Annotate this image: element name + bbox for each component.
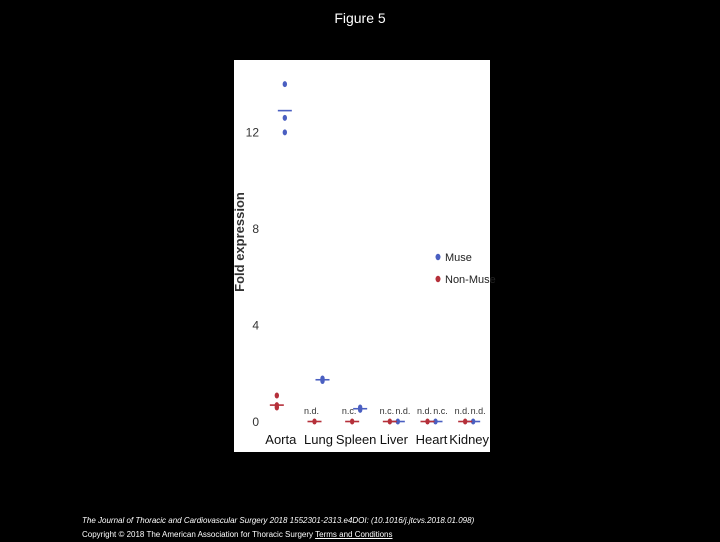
y-tick-label: 4 xyxy=(252,318,259,333)
category-label: Heart xyxy=(415,432,448,447)
y-tick-layer xyxy=(246,125,260,429)
legend xyxy=(436,252,496,286)
annotation-label: n.d. xyxy=(470,406,486,416)
y-axis-label: Fold expression xyxy=(232,192,247,292)
data-point xyxy=(283,81,287,87)
legend-marker xyxy=(436,276,441,282)
y-tick-label: 0 xyxy=(252,415,259,429)
footer-copyright-line xyxy=(82,528,474,542)
legend-label: Non-Muse xyxy=(445,274,496,286)
slide-footer xyxy=(82,514,474,542)
annotation-label: n.d. xyxy=(454,406,470,416)
footer-copyright: Copyright © 2018 The American Association for Thoracic Surgery xyxy=(82,530,314,539)
annotation-layer xyxy=(304,406,486,416)
annotation-label: n.d. xyxy=(416,406,433,416)
data-point xyxy=(275,392,279,398)
y-tick-label: 12 xyxy=(245,125,259,140)
fold-expression-chart xyxy=(232,60,496,452)
y-tick-label: 8 xyxy=(252,221,259,236)
category-label-layer xyxy=(265,432,489,447)
data-point xyxy=(320,378,324,384)
annotation-label: n.d. xyxy=(303,406,320,416)
annotation-label: n.c. xyxy=(379,406,395,416)
footer-citation: The Journal of Thoracic and Cardiovascular Surgery 2018 1552301-2313.e4DOI: (10.1016/j.jtcvs.2018.01.098) xyxy=(82,516,475,525)
terms-and-conditions-link[interactable]: Terms and Conditions xyxy=(315,530,393,539)
legend-marker xyxy=(436,254,441,260)
category-label: Liver xyxy=(379,432,408,447)
annotation-label: n.d. xyxy=(395,406,411,416)
annotation-label: n.c. xyxy=(341,406,357,416)
data-point xyxy=(283,115,287,121)
data-point xyxy=(358,407,362,413)
legend-label: Muse xyxy=(445,252,472,264)
slide-title: Figure 5 xyxy=(334,10,386,26)
category-label: Lung xyxy=(304,432,333,447)
figure-panel xyxy=(232,60,496,452)
category-label: Kidney xyxy=(449,432,490,447)
category-label: Aorta xyxy=(265,432,297,447)
data-point xyxy=(283,129,287,135)
axis-layer xyxy=(232,192,247,292)
category-label: Spleen xyxy=(335,432,377,447)
annotation-label: n.c. xyxy=(433,406,448,416)
